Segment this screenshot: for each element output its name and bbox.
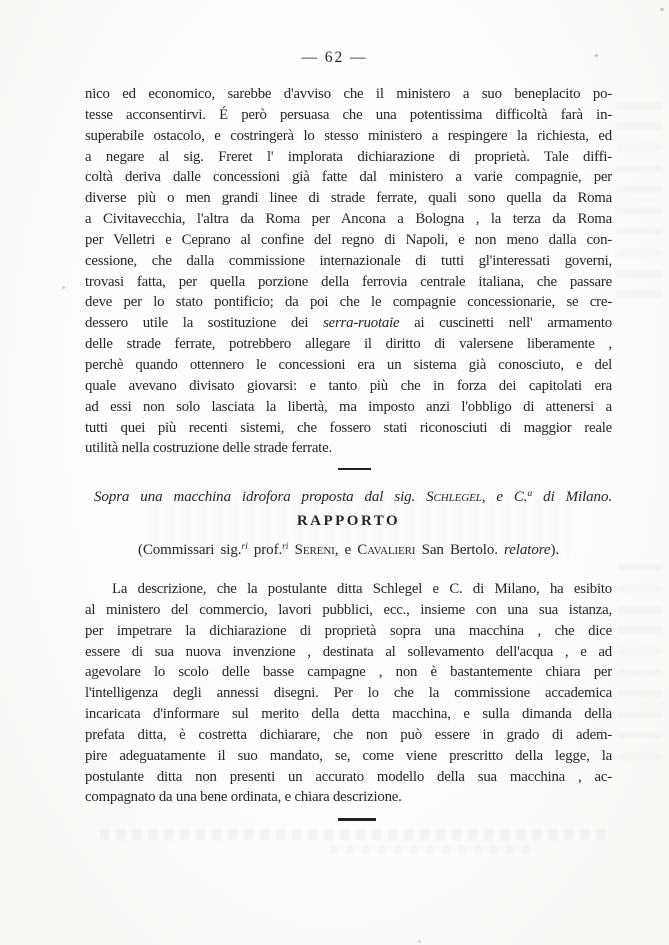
bleedthrough-smudge xyxy=(330,845,530,853)
text-line: coltà deriva dalle concessioni già fatte dal ministero a varie compagnie, per xyxy=(85,169,612,186)
text-line: tutti quei più recenti sistemi, che fossero stati riconosciuti di maggior reale xyxy=(85,419,612,436)
end-divider-rule xyxy=(338,818,376,821)
text-line: trovasi fatta, per quella porzione della ferrovia centrale italiana, che passare xyxy=(85,273,612,290)
text-line: ad essi non solo lasciata la libertà, ma imposto anzi l'obbligo di attenersi a xyxy=(85,398,612,415)
text-line: diverse più o men grandi linee di strade ferrate, quali sono quella da Roma xyxy=(85,190,612,207)
paragraph-2 xyxy=(85,579,612,808)
title-superscript: a xyxy=(527,489,533,499)
text-line: incaricata d'informare sul merito della detta macchina, e sulla dimanda della xyxy=(85,706,612,723)
commissari-text: (Commissari sig. xyxy=(137,542,242,558)
text-line: utilità nella costruzione delle strade ferrate. xyxy=(85,440,332,457)
paper-speck xyxy=(62,286,65,289)
paper-speck xyxy=(660,8,664,11)
commissioners-line xyxy=(85,542,612,559)
text-line: quale avevano divisato giovarsi: e tanto più che in forza dei capitolati era xyxy=(85,377,612,394)
commissari-text: , e xyxy=(334,542,358,558)
bleedthrough-smudge xyxy=(616,88,662,298)
commissari-text: prof. xyxy=(247,542,283,558)
text-line: compagnato da una bene ordinata, e chiara descrizione. xyxy=(85,789,402,806)
text-line: prefata ditta, è costretta dichiarare, che non può essere in grado di adem- xyxy=(85,726,612,743)
text-line: per Velletri e Ceprano al confine del regno di Napoli, e non meno dalla con- xyxy=(85,231,612,248)
text-line xyxy=(85,313,612,334)
title-name: Schlegel xyxy=(426,489,482,505)
title-text: di Milano. xyxy=(532,489,612,505)
text-line: La descrizione, che la postulante ditta Schlegel e C. di Milano, ha esibito xyxy=(112,581,612,597)
text-line: agevolare lo scolo delle basse campagne , non è bastantemente chiara per xyxy=(85,664,612,681)
report-heading: RAPPORTO xyxy=(296,513,401,529)
text-line: perchè quando ottennero le concessioni era un sistema già conosciuto, e del xyxy=(85,356,612,373)
text-line: a negare al sig. Freret l' implorata dichiarazione di proprietà. Tale diffi- xyxy=(85,148,612,165)
bleedthrough-smudge xyxy=(100,829,612,840)
text-line: delle strade ferrate, potrebbero allegare il diritto di valersene liberamente , xyxy=(85,336,612,353)
commissari-text: San Bertolo. xyxy=(415,542,505,558)
text-segment: ai cuscinetti nell' armamento xyxy=(399,315,612,332)
italic-term: serra-ruotaie xyxy=(323,315,400,332)
commissari-superscript: ri xyxy=(241,542,248,552)
text-segment: dessero utile la sostituzione dei xyxy=(85,315,324,332)
text-line: deve per lo stato pontificio; da poi che le compagnie concessionarie, se cre- xyxy=(85,294,612,311)
section-title xyxy=(94,487,612,507)
text-line: pire adeguatamente il suo mandato, se, come viene prescritto della legge, la xyxy=(85,747,612,764)
paragraph-1 xyxy=(85,84,612,459)
text-line: tesse acconsentirvi. É però persuasa che una potentissima difficoltà farà in- xyxy=(85,106,612,123)
bleedthrough-smudge xyxy=(618,560,662,760)
commissioner-name: Cavalieri xyxy=(357,542,416,558)
section-divider-rule xyxy=(338,468,371,470)
text-line: superabile ostacolo, e costringerà lo stesso ministero a respingere la richiesta, ed xyxy=(85,127,612,144)
text-line: al ministero del commercio, lavori pubblici, ecc., insieme con una sua istanza, xyxy=(85,601,612,618)
relator-label: relatore xyxy=(504,542,551,558)
paper-speck xyxy=(418,940,421,943)
commissioner-name: Sereni xyxy=(288,542,335,558)
text-line: l'intelligenza degli annessi disegni. Per lo che la commissione accademica xyxy=(85,685,612,702)
title-text: Sopra una macchina idrofora proposta dal sig. xyxy=(94,489,427,505)
text-line: a Civitavecchia, l'altra da Roma per Ancona a Bologna , la terza da Roma xyxy=(85,211,612,228)
commissari-superscript: ri xyxy=(282,542,289,552)
text-line: postulante ditta non presenti un accurato modello della sua macchina , ac- xyxy=(85,768,612,785)
text-line: nico ed economico, sarebbe d'avviso che il ministero a suo beneplacito po- xyxy=(85,86,612,102)
text-line: essere di sua nuova invenzione , destinata al sollevamento dell'acqua , e ad xyxy=(85,643,612,660)
text-line: cessione, che dalla commissione internazionale di tutti gl'interessati governi, xyxy=(85,252,612,269)
commissari-text: ). xyxy=(550,542,560,558)
title-text: , e C. xyxy=(481,489,528,505)
page-number: — 62 — xyxy=(301,49,368,66)
text-line: per impetrare la dichiarazione di proprietà sopra una macchina , che dice xyxy=(85,622,612,639)
